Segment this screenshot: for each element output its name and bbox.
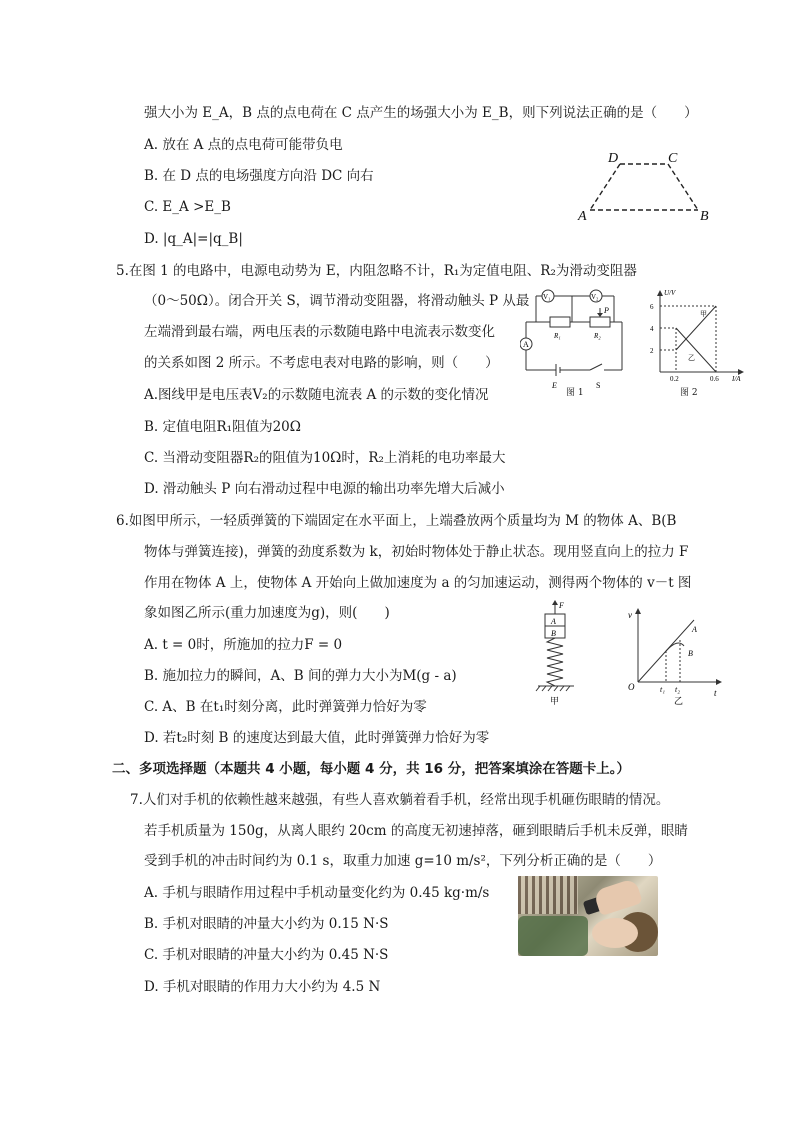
q5-graph-jia: 甲 bbox=[700, 310, 707, 318]
q4-label-a: A bbox=[578, 209, 587, 224]
q6-graph-t1-label: t₁ bbox=[660, 685, 666, 694]
q4-option-d: D. |q_A|=|q_B| bbox=[144, 231, 243, 247]
section-heading: 二、多项选择题（本题共 4 小题，每小题 4 分，共 16 分，把答案填涂在答题卡上。） bbox=[112, 761, 631, 777]
q4-option-c: C. E_A >E_B bbox=[144, 199, 231, 215]
q7-stem-line-2: 若手机质量为 150g，从离人眼约 20cm 的高度无初速掉落，砸到眼睛后手机未反弹，眼睛 bbox=[144, 823, 688, 839]
q6-block-b-label: B bbox=[551, 629, 556, 638]
q5-r2-label: R₂ bbox=[594, 332, 601, 340]
q5-fig1-caption: 图 1 bbox=[566, 388, 584, 398]
q5-graph-y4: 4 bbox=[650, 325, 654, 333]
q6-stem-line-3: 作用在物体 A 上，使物体 A 开始向上做加速度为 a 的匀加速运动，测得两个物体的 v－t 图 bbox=[144, 575, 692, 591]
q4-option-b: B. 在 D 点的电场强度方向沿 DC 向右 bbox=[144, 168, 374, 184]
q6-fig-jia-caption: 甲 bbox=[550, 697, 560, 707]
q5-option-b: B. 定值电阻R₁阻值为20Ω bbox=[144, 419, 301, 435]
q5-stem-line-1: 5.在图 1 的电路中，电源电动势为 E，内阻忽略不计，R₁为定值电阻、R₂为滑动变阻器 bbox=[116, 263, 637, 279]
q6-fig-yi-caption: 乙 bbox=[674, 697, 684, 707]
q6-spring-figure bbox=[530, 598, 586, 710]
q6-block-a-label: A bbox=[551, 617, 556, 626]
q5-graph-y6: 6 bbox=[650, 303, 654, 311]
person-with-phone-photo bbox=[518, 876, 658, 956]
q6-force-label: F bbox=[559, 601, 564, 610]
q5-graph-yi: 乙 bbox=[688, 354, 695, 362]
q5-stem-line-3: 左端滑到最右端，两电压表的示数随电路中电流表示数变化 bbox=[144, 324, 495, 340]
q6-option-d: D. 若t₂时刻 B 的速度达到最大值，此时弹簧弹力恰好为零 bbox=[144, 730, 490, 746]
q5-stem-line-2: （0～50Ω）。闭合开关 S，调节滑动变阻器，将滑动触头 P 从最 bbox=[144, 293, 530, 309]
q5-graph-xlabel: I/A bbox=[732, 375, 741, 382]
q5-option-d: D. 滑动触头 P 向右滑动过程中电源的输出功率先增大后减小 bbox=[144, 481, 505, 497]
q7-option-b: B. 手机对眼睛的冲量大小约为 0.15 N·S bbox=[144, 916, 389, 932]
q4-label-b: B bbox=[700, 209, 709, 224]
q6-stem-line-4: 象如图乙所示(重力加速度为g)，则( ) bbox=[144, 605, 390, 621]
q6-stem-line-2: 物体与弹簧连接)，弹簧的劲度系数为 k，初始时物体处于静止状态。现用竖直向上的拉力 F bbox=[144, 544, 689, 560]
q5-circuit-figure bbox=[520, 286, 628, 398]
q6-graph-origin: O bbox=[628, 682, 635, 692]
q7-option-d: D. 手机对眼睛的作用力大小约为 4.5 N bbox=[144, 979, 381, 995]
q6-graph-t-label: t bbox=[714, 688, 717, 698]
q5-graph-x06: 0.6 bbox=[710, 375, 719, 382]
q4-option-a: A. 放在 A 点的点电荷可能带负电 bbox=[144, 137, 343, 153]
q6-graph-b-label: B bbox=[688, 649, 693, 658]
q7-stem-line-3: 受到手机的冲击时间约为 0.1 s，取重力加速 g=10 m/s²，下列分析正确的是（ ） bbox=[144, 853, 662, 869]
q6-graph-t2-label: t₂ bbox=[675, 685, 681, 694]
q6-option-c: C. A、B 在t₁时刻分离，此时弹簧弹力恰好为零 bbox=[144, 699, 427, 715]
q7-option-a: A. 手机与眼睛作用过程中手机动量变化约为 0.45 kg·m/s bbox=[144, 885, 490, 901]
q7-stem-line-1: 7.人们对手机的依赖性越来越强，有些人喜欢躺着看手机，经常出现手机砸伤眼睛的情况。 bbox=[130, 792, 670, 808]
q4-label-d: D bbox=[608, 151, 619, 166]
q5-v2-label: V₂ bbox=[591, 293, 599, 301]
q5-graph-y2: 2 bbox=[650, 347, 654, 355]
q5-stem-line-4: 的关系如图 2 所示。不考虑电表对电路的影响，则（ ） bbox=[144, 355, 499, 371]
q5-e-label: E bbox=[552, 381, 557, 390]
q5-option-a: A.图线甲是电压表V₂的示数随电流表 A 的示数的变化情况 bbox=[144, 387, 489, 403]
q5-s-label: S bbox=[596, 381, 601, 390]
q5-graph-ylabel: U/V bbox=[664, 289, 676, 297]
q6-vt-graph bbox=[622, 606, 724, 710]
q5-p-label: P bbox=[604, 306, 609, 315]
q5-ammeter-label: A bbox=[523, 340, 529, 349]
q5-v1-label: V₁ bbox=[543, 293, 551, 301]
q4-trapezoid-figure bbox=[572, 146, 722, 224]
q6-graph-a-label: A bbox=[692, 625, 697, 634]
q4-label-c: C bbox=[668, 151, 678, 166]
q5-graph-x02: 0.2 bbox=[670, 375, 679, 382]
q6-option-b: B. 施加拉力的瞬间，A、B 间的弹力大小为M(g - a) bbox=[144, 668, 457, 684]
q7-option-c: C. 手机对眼睛的冲量大小约为 0.45 N·S bbox=[144, 947, 389, 963]
q6-graph-v-label: v bbox=[628, 610, 632, 620]
q6-option-a: A. t = 0时，所施加的拉力F = 0 bbox=[144, 637, 343, 653]
q5-r1-label: R₁ bbox=[554, 332, 561, 340]
q4-stem-line: 强大小为 E_A，B 点的点电荷在 C 点产生的场强大小为 E_B，则下列说法正确的是（ ） bbox=[144, 105, 698, 121]
q5-ui-graph bbox=[640, 286, 750, 382]
q5-fig2-caption: 图 2 bbox=[680, 388, 698, 398]
q5-option-c: C. 当滑动变阻器R₂的阻值为10Ω时，R₂上消耗的电功率最大 bbox=[144, 450, 506, 466]
q6-stem-line-1: 6.如图甲所示，一轻质弹簧的下端固定在水平面上，上端叠放两个质量均为 M 的物体 A、B(B bbox=[116, 513, 677, 529]
